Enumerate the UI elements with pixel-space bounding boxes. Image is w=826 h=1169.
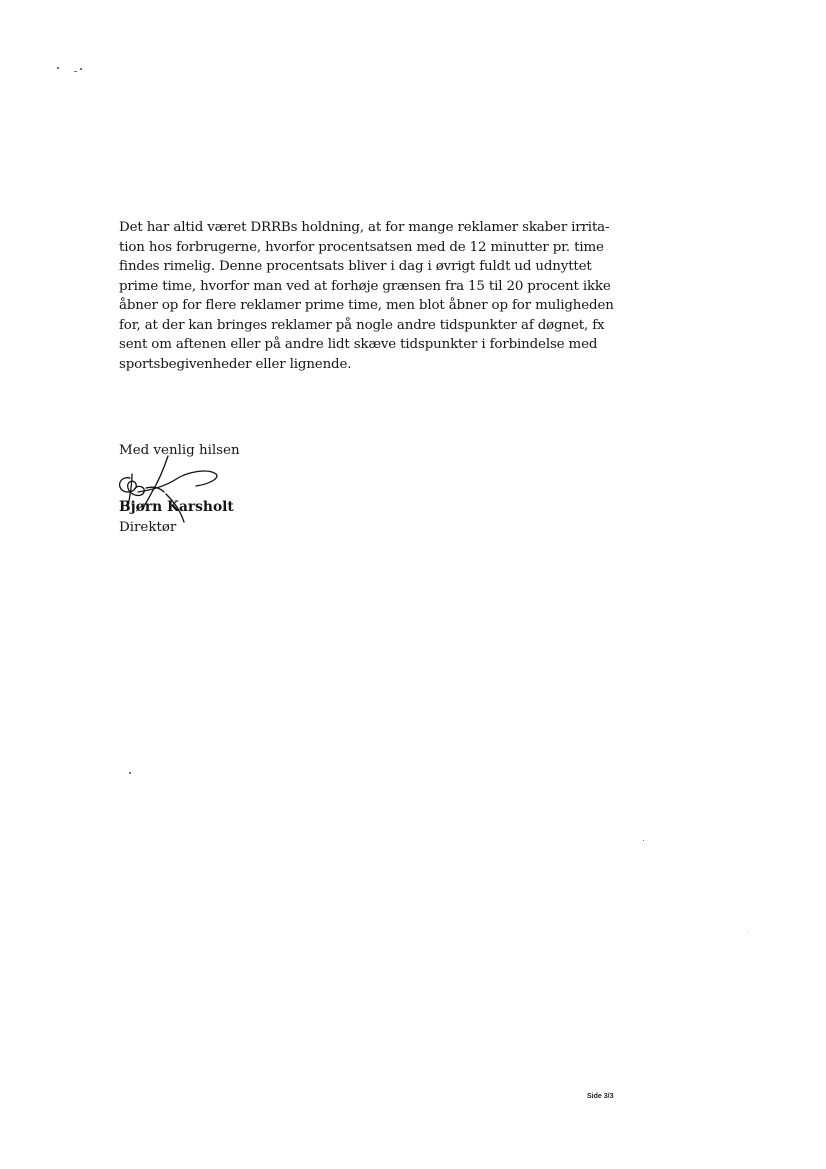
scan-speck bbox=[57, 67, 59, 69]
body-line: findes rimelig. Denne procentsats bliver i dag i øvrigt fuldt ud udnyttet bbox=[119, 259, 592, 274]
body-line: Det har altid været DRRBs holdning, at for mange reklamer skaber irrita- bbox=[119, 220, 610, 235]
body-line: sportsbegivenheder eller lignende. bbox=[119, 356, 352, 372]
signer-name: Bjørn Karsholt bbox=[119, 499, 234, 515]
body-line: sent om aftenen eller på andre lidt skæve tidspunkter i forbindelse med bbox=[119, 337, 598, 352]
body-line: for, at der kan bringes reklamer på nogle andre tidspunkter af døgnet, fx bbox=[119, 317, 605, 333]
body-line: prime time, hvorfor man ved at forhøje grænsen fra 15 til 20 procent ikke bbox=[119, 278, 611, 294]
body-line: åbner op for flere reklamer prime time, men blot åbner op for muligheden bbox=[119, 298, 614, 313]
signer-title: Direktør bbox=[119, 520, 177, 535]
scan-speck bbox=[129, 772, 131, 774]
closing-salutation: Med venlig hilsen bbox=[119, 443, 240, 458]
scan-speck bbox=[74, 71, 77, 72]
scan-speck bbox=[747, 932, 748, 933]
scan-speck bbox=[643, 840, 644, 841]
scan-speck bbox=[80, 68, 82, 70]
body-line: tion hos forbrugerne, hvorfor procentsatsen med de 12 minutter pr. time bbox=[119, 239, 604, 255]
letter-body bbox=[119, 218, 619, 374]
page-number: Side 3/3 bbox=[587, 1093, 614, 1100]
